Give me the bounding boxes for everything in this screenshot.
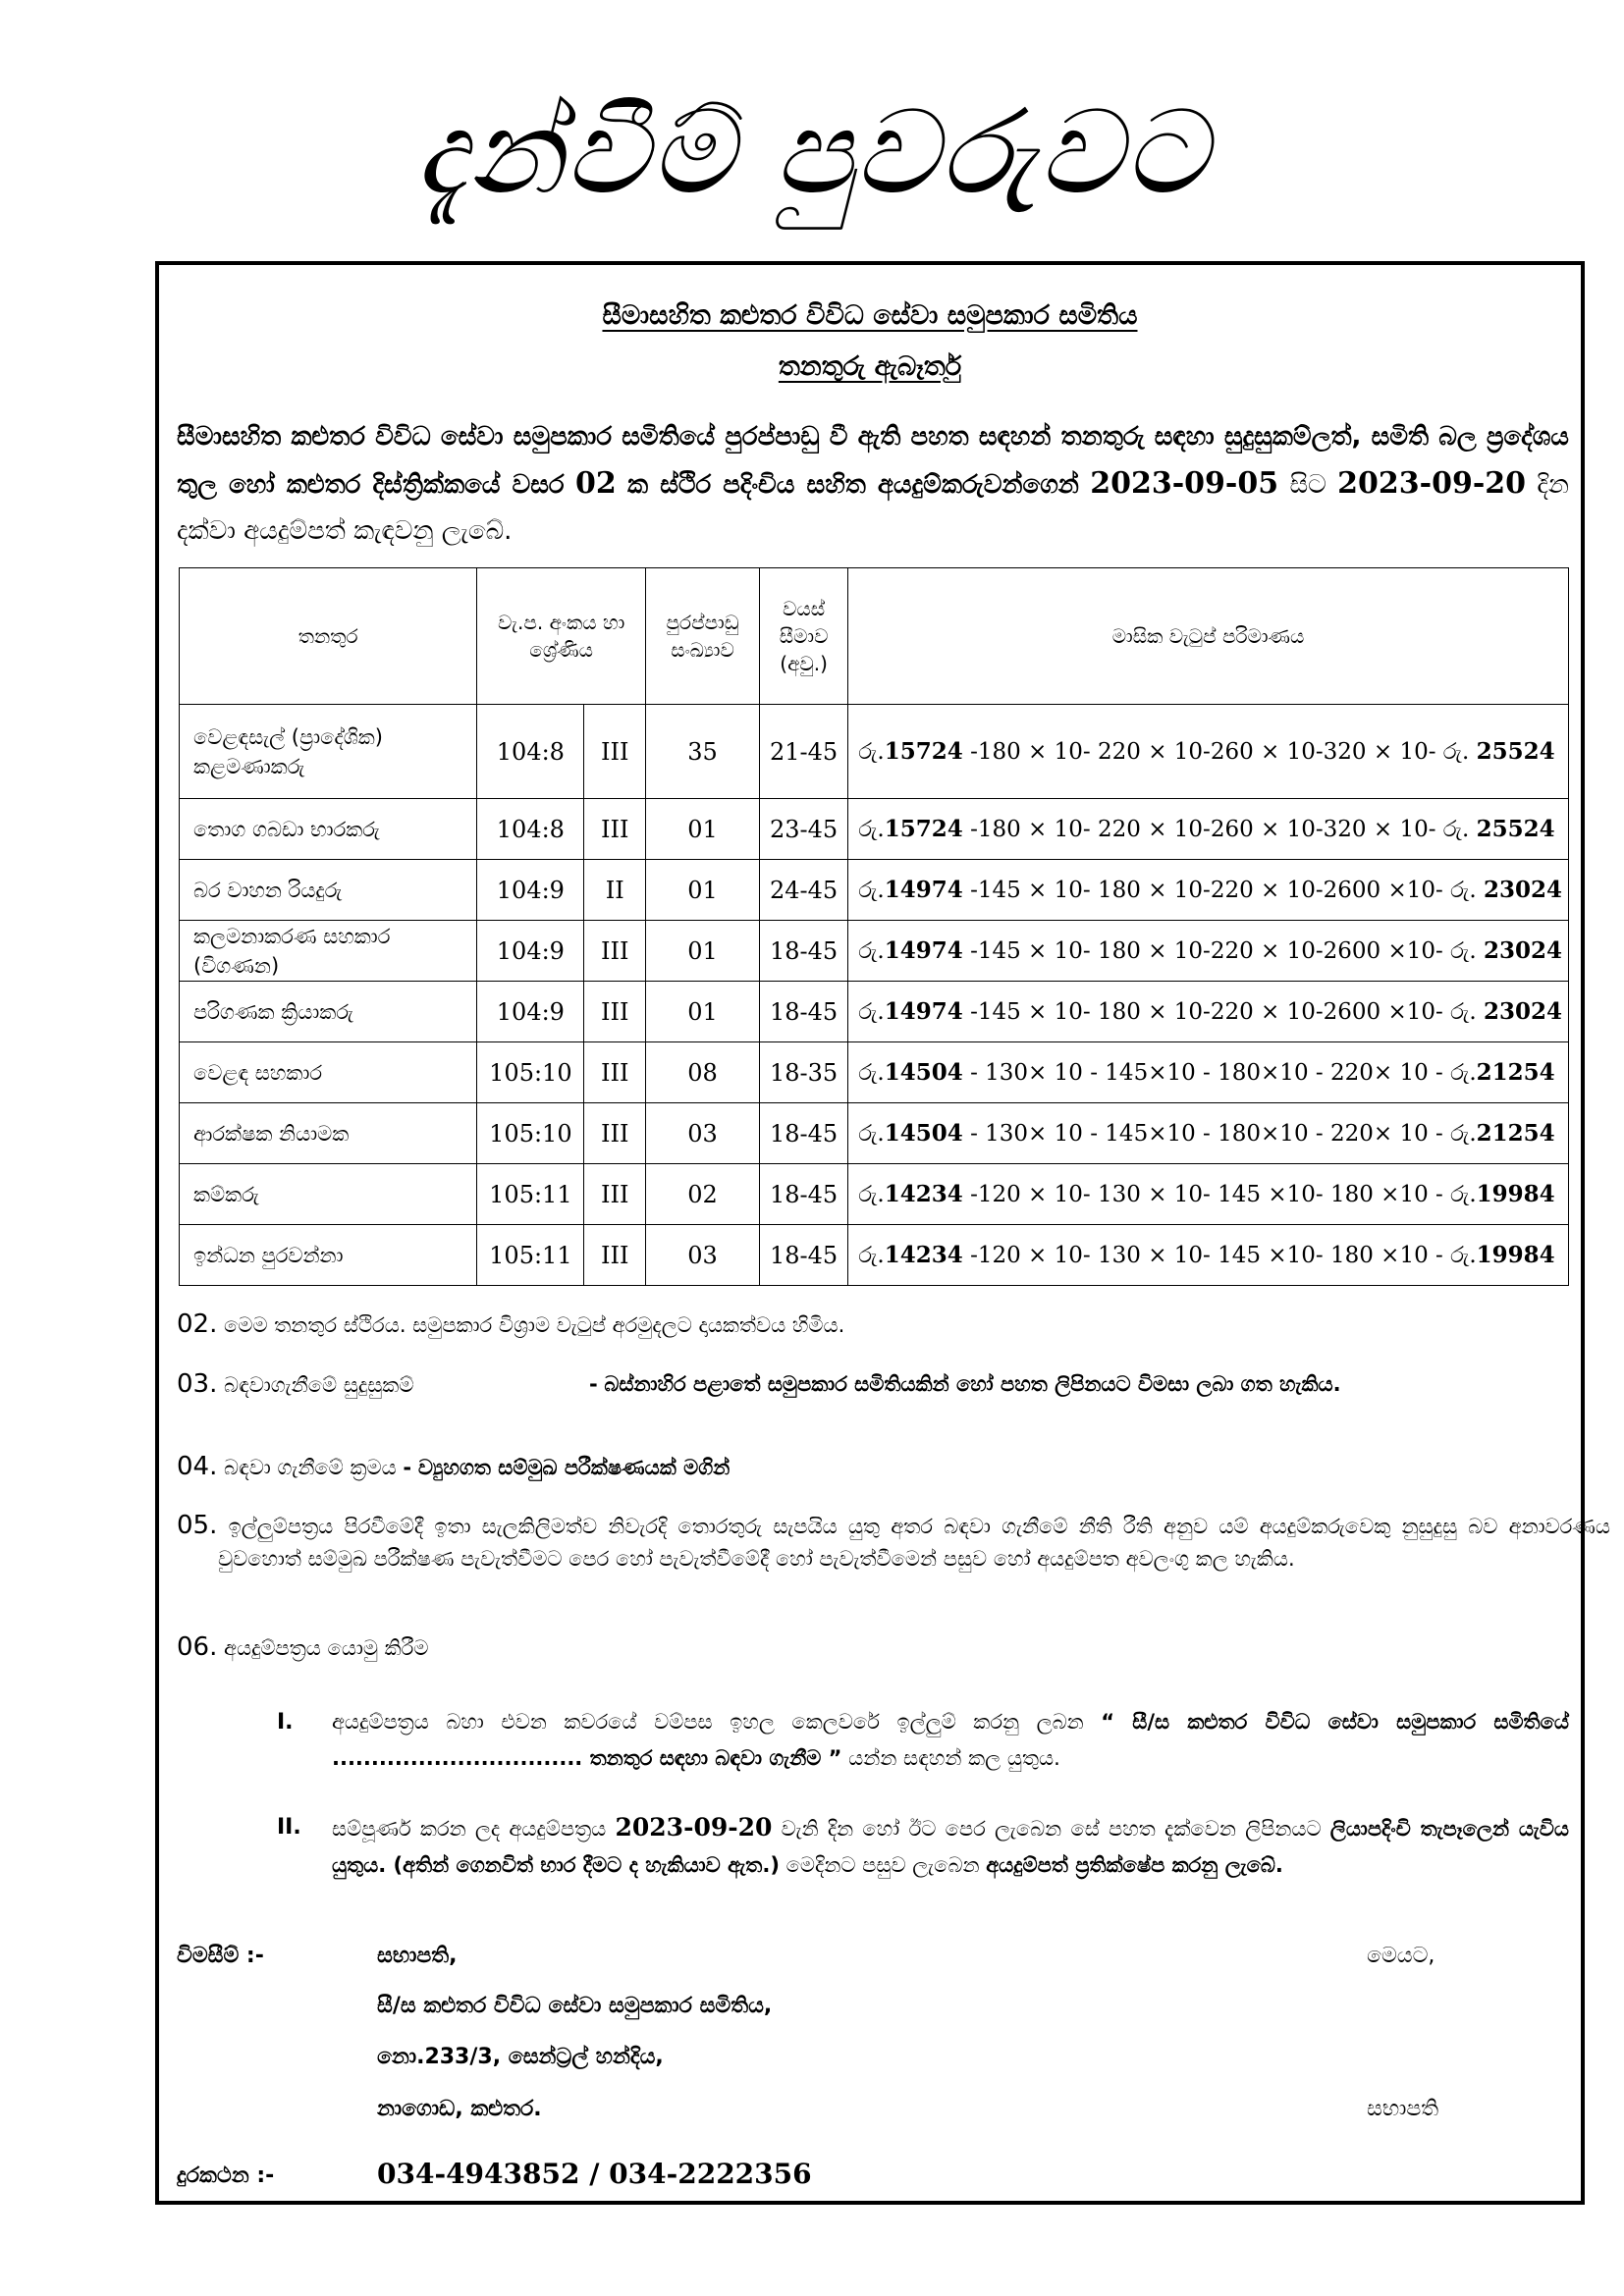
cell-vacancy-count: 35	[646, 705, 760, 799]
table-row	[180, 705, 1569, 799]
cell-vacancy-count: 01	[646, 982, 760, 1042]
paragraph-06: 06. අයදුම්පත්‍රය යොමු කිරීම	[177, 1632, 429, 1662]
cell-salary-scale: රු.15724 -180 × 10- 220 × 10-260 × 10-320 × 10- රු. 25524	[848, 799, 1569, 860]
cell-scale-code: 105:10	[477, 1103, 584, 1164]
paragraph-02: 02. මෙම තනතුර ස්ථිරය. සමුපකාර විශ්‍රාම වැටුප් අරමුදලට දායකත්වය හිමිය.	[177, 1309, 845, 1339]
header-salary: මාසික වැටුප් පරිමාණය	[848, 568, 1569, 705]
table-row	[180, 1225, 1569, 1286]
cell-age-limit: 18-45	[760, 1225, 848, 1286]
cell-age-limit: 18-45	[760, 982, 848, 1042]
address-line-3: නො.233/3, සෙන්ට්‍රල් හන්දිය,	[377, 2045, 664, 2069]
cell-salary-scale: රු.14974 -145 × 10- 180 × 10-220 × 10-2600 ×10- රු. 23024	[848, 921, 1569, 982]
cell-scale-code: 104:9	[477, 860, 584, 921]
cell-grade: III	[584, 921, 646, 982]
cell-salary-scale: රු.14974 -145 × 10- 180 × 10-220 × 10-2600 ×10- රු. 23024	[848, 860, 1569, 921]
header-age: වයස් සීමාව (අවු.)	[760, 568, 848, 705]
cell-grade: III	[584, 705, 646, 799]
cell-salary-scale: රු.14504 - 130× 10 - 145×10 - 180×10 - 220× 10 - රු.21254	[848, 1103, 1569, 1164]
cell-grade: III	[584, 1164, 646, 1225]
cell-salary-scale: රු.14234 -120 × 10- 130 × 10- 145 ×10- 180 ×10 - රු.19984	[848, 1225, 1569, 1286]
submission-item-1: I. අයදුම්පත්‍රය බහා එවන කවරයේ වම්පස ඉහල කෙලවරේ ඉල්ලුම් කරනු ලබන “ සී/ස කළුතර විවිධ සේවා සමුපකාර සමිතියේ ................................ තනතුර සඳහා බඳවා ගැනීම ” යන්න සඳහන් කල යුතුය.	[277, 1710, 1569, 1770]
cell-grade: III	[584, 1225, 646, 1286]
cell-vacancy-count: 01	[646, 860, 760, 921]
paragraph-05: 05. ඉල්ලුම්පත්‍රය පිරවීමේදී ඉතා සැලකිලිමත්ව නිවැරදි තොරතුරු සැපයිය යුතු අතර බඳවා ගැනීමේ නීති රීති අනුව යම් අයදුම්කරුවෙකු නුසුදුසු බව අනාවරණය වුවහොත් සම්මුඛ පරීක්ෂණ පැවැත්වීමට පෙර හෝ පැවැත්වීමේදී හෝ පැවැත්වීමෙන් පසුව හෝ අයදුම්පත අවලංගු කල හැකිය.	[177, 1511, 1610, 1571]
address-line-4: නාගොඩ, කළුතර.	[377, 2097, 542, 2121]
intro-paragraph: සීමාසහිත කළුතර විවිධ සේවා සමුපකාර සමිතියේ පුරප්පාඩු වී ඇති පහත සඳහන් තනතුරු සඳහා සුදුසුකම්ලත්, සමිති බල ප්‍රදේශය තුල හෝ කළුතර දිස්ත්‍රික්කයේ වසර 02 ක ස්ථිර පදිංචිය සහිත අයදුම්කරුවන්ගෙන් 2023-09-05 සිට 2023-09-20 දින දක්වා අයදුම්පත් කැඳවනු ලැබේ.	[177, 422, 1570, 546]
cell-salary-scale: රු.15724 -180 × 10- 220 × 10-260 × 10-320 × 10- රු. 25524	[848, 705, 1569, 799]
inquiry-label: විමසීම් :-	[177, 1944, 264, 1968]
cell-post: පරිගණක ක්‍රියාකරු	[180, 982, 477, 1042]
cell-post: වෙළඳසැල් (ප්‍රාදේශික) කළමණාකරු	[180, 705, 477, 799]
cell-post: බර වාහන රියදුරු	[180, 860, 477, 921]
cell-age-limit: 21-45	[760, 705, 848, 799]
table-header-row	[180, 568, 1569, 705]
cell-grade: III	[584, 982, 646, 1042]
table-row	[180, 860, 1569, 921]
cell-post: කලමනාකරණ සහකාර (විගණන)	[180, 921, 477, 982]
cell-post: ඉන්ධන පුරවන්නා	[180, 1225, 477, 1286]
cell-post: තොග ගබඩා භාරකරු	[180, 799, 477, 860]
paragraph-03: 03. බඳවාගැනීමේ සුදුසුකම් - බස්නාහිර පළාතේ සමුපකාර සමිතියකින් හෝ පහත ලිපිනයට විමසා ලබා ගත හැකිය.	[177, 1369, 1341, 1399]
address-line-2: සී/ස කළුතර විවිධ සේවා සමුපකාර සමිතිය,	[377, 1994, 773, 2018]
table-row	[180, 1164, 1569, 1225]
cell-vacancy-count: 03	[646, 1103, 760, 1164]
vacancy-notice-frame	[155, 261, 1610, 2205]
cell-scale-code: 104:8	[477, 705, 584, 799]
cell-post: වෙළඳ සහකාර	[180, 1042, 477, 1103]
cell-scale-code: 104:8	[477, 799, 584, 860]
cell-age-limit: 18-45	[760, 1103, 848, 1164]
phone-numbers: 034-4943852 / 034-2222356	[377, 2158, 812, 2190]
header-vacancies: පුරප්පාඩු සංඛ්‍යාව	[646, 568, 760, 705]
cell-scale-code: 105:11	[477, 1164, 584, 1225]
cell-scale-code: 105:11	[477, 1225, 584, 1286]
cell-salary-scale: රු.14504 - 130× 10 - 145×10 - 180×10 - 220× 10 - රු.21254	[848, 1042, 1569, 1103]
cell-post: ආරක්ෂක නියාමක	[180, 1103, 477, 1164]
phone-label: දුරකථන :-	[177, 2163, 275, 2188]
table-row	[180, 921, 1569, 982]
cell-grade: III	[584, 1103, 646, 1164]
submission-item-2: II. සම්පූර්ණ කරන ලද අයදුම්පත්‍රය 2023-09-20 වැනි දින හෝ ඊට පෙර ලැබෙන සේ පහත දැක්වෙන ලිපිනයට ලියාපදිංචි තැපෑලෙන් යැවිය යුතුය. (අතින් ගෙනවිත් භාර දීමට ද හැකියාව ඇත.) මෙදිනට පසුව ලැබෙන අයදුම්පත් ප්‍රතික්ෂේප කරනු ලැබේ.	[277, 1813, 1570, 1877]
notice-board-heading: දැන්වීම් පුවරුවට	[414, 84, 1210, 220]
chairman-signature: සභාපති	[1367, 2097, 1439, 2121]
cell-vacancy-count: 01	[646, 799, 760, 860]
cell-post: කම්කරු	[180, 1164, 477, 1225]
table-row	[180, 1042, 1569, 1103]
cell-age-limit: 18-45	[760, 921, 848, 982]
to-label: මෙයට,	[1367, 1944, 1435, 1968]
cell-grade: III	[584, 1042, 646, 1103]
cell-age-limit: 18-35	[760, 1042, 848, 1103]
header-post: තනතුර	[180, 568, 477, 705]
address-line-1: සභාපති,	[377, 1944, 458, 1968]
cell-grade: II	[584, 860, 646, 921]
cell-salary-scale: රු.14234 -120 × 10- 130 × 10- 145 ×10- 180 ×10 - රු.19984	[848, 1164, 1569, 1225]
cell-vacancy-count: 02	[646, 1164, 760, 1225]
paragraph-04: 04. බඳවා ගැනීමේ ක්‍රමය - ව්‍යුහගත සම්මුඛ පරීක්ෂණයක් මගින්	[177, 1452, 731, 1481]
cell-vacancy-count: 08	[646, 1042, 760, 1103]
header-scale: වැ.ප. අංකය හා ශ්‍රේණිය	[477, 568, 646, 705]
society-title: සීමාසහිත කළුතර විවිධ සේවා සමුපකාර සමිතිය	[602, 300, 1138, 331]
vacancies-title: තනතුරු ඇබෑර්තු	[778, 351, 962, 382]
cell-salary-scale: රු.14974 -145 × 10- 180 × 10-220 × 10-2600 ×10- රු. 23024	[848, 982, 1569, 1042]
cell-age-limit: 18-45	[760, 1164, 848, 1225]
table-row	[180, 1103, 1569, 1164]
cell-age-limit: 24-45	[760, 860, 848, 921]
cell-age-limit: 23-45	[760, 799, 848, 860]
cell-scale-code: 104:9	[477, 982, 584, 1042]
vacancy-table	[179, 567, 1569, 1286]
cell-grade: III	[584, 799, 646, 860]
cell-scale-code: 105:10	[477, 1042, 584, 1103]
cell-vacancy-count: 03	[646, 1225, 760, 1286]
cell-vacancy-count: 01	[646, 921, 760, 982]
cell-scale-code: 104:9	[477, 921, 584, 982]
table-row	[180, 982, 1569, 1042]
table-row	[180, 799, 1569, 860]
